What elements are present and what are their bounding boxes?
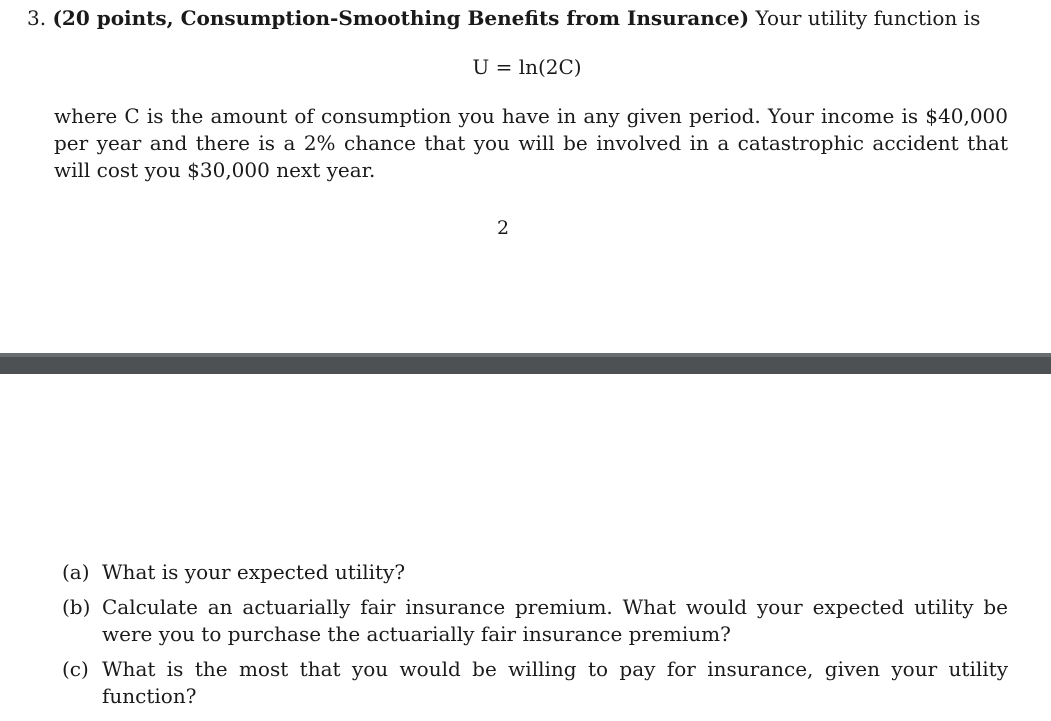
subquestion-label: (b): [62, 595, 91, 619]
subquestion-text: What is your expected utility?: [102, 560, 406, 584]
subquestion-list: [62, 559, 1008, 718]
problem-number: 3.: [27, 6, 47, 30]
problem-heading-rest: Your utility function is: [755, 6, 981, 30]
subquestion-a: [62, 559, 1008, 586]
page-number: 2: [496, 217, 510, 239]
equation-text: U = ln(2C): [472, 55, 582, 79]
subquestion-label: (a): [62, 560, 90, 584]
subquestion-b: [62, 594, 1008, 648]
problem-title: (20 points, Consumption-Smoothing Benefits from Insurance): [52, 6, 750, 30]
subquestion-label: (c): [62, 657, 89, 681]
subquestion-c: [62, 656, 1008, 710]
page-separator: [0, 353, 1051, 374]
page-top: [0, 0, 1051, 353]
utility-equation: [0, 54, 1051, 80]
problem-heading: [27, 5, 980, 31]
page-separator-edge: [0, 353, 1051, 357]
subquestion-text: Calculate an actuarially fair insurance premium. What would your expected utility be were you to purchase the actuarially fair insurance premium?: [102, 595, 1008, 646]
problem-paragraph: where C is the amount of consumption you have in any given period. Your income is $40,000 per year and there is a 2% chance that you will be involved in a catastrophic accident that will cost you $30,000 next year.: [54, 104, 1008, 182]
subquestion-text: What is the most that you would be willing to pay for insurance, given your utility function?: [102, 657, 1008, 708]
